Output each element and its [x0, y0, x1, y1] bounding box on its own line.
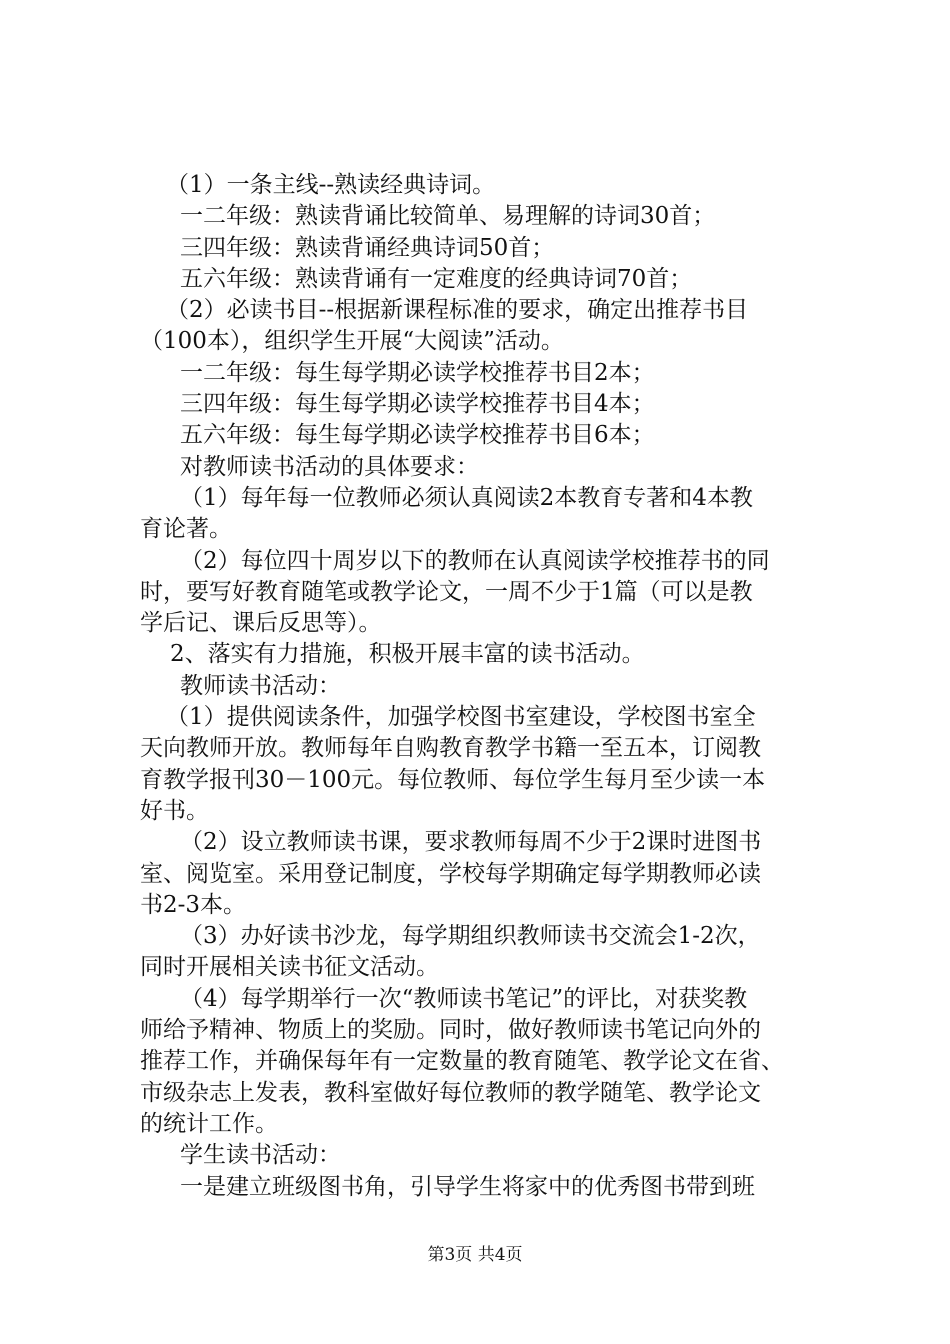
paragraph-line: 学后记、课后反思等）。 — [140, 610, 382, 637]
paragraph-line: 育论著。 — [140, 516, 232, 543]
paragraph-line: 一二年级：每生每学期必读学校推荐书目2本； — [180, 359, 655, 386]
paragraph-line: 三四年级：每生每学期必读学校推荐书目4本； — [180, 391, 655, 418]
paragraph-line: （1）提供阅读条件，加强学校图书室建设，学校图书室全 — [166, 704, 756, 731]
paragraph-line: 育教学报刊30－100元。每位教师、每位学生每月至少读一本 — [140, 766, 766, 793]
paragraph-line: 书2-3本。 — [140, 891, 247, 918]
page-footer: 第3页 共4页 — [427, 1245, 523, 1265]
paragraph-line: 五六年级：每生每学期必读学校推荐书目6本； — [180, 422, 655, 449]
paragraph-line: 一是建立班级图书角，引导学生将家中的优秀图书带到班 — [180, 1173, 755, 1200]
paragraph-line: （4）每学期举行一次“教师读书笔记”的评比，对获奖教 — [180, 985, 748, 1012]
paragraph-line: 市级杂志上发表，教科室做好每位教师的教学随笔、教学论文 — [140, 1079, 761, 1106]
paragraph-line: （2）必读书目--根据新课程标准的要求，确定出推荐书目 — [166, 297, 749, 324]
paragraph-line: （1）一条主线--熟读经典诗词。 — [166, 172, 496, 198]
document-body — [140, 170, 840, 1203]
paragraph-line: 室、阅览室。采用登记制度，学校每学期确定每学期教师必读 — [140, 860, 761, 887]
paragraph-line: 时，要写好教育随笔或教学论文，一周不少于1篇（可以是教 — [140, 578, 753, 605]
paragraph-line: 好书。 — [140, 797, 209, 824]
paragraph-line: （3）办好读书沙龙，每学期组织教师读书交流会1-2次， — [180, 923, 761, 950]
subsection-heading: 教师读书活动： — [180, 672, 341, 699]
paragraph-line: 一二年级：熟读背诵比较简单、易理解的诗词30首； — [180, 203, 716, 230]
paragraph-line: 师给予精神、物质上的奖励。同时，做好教师读书笔记向外的 — [140, 1017, 761, 1044]
paragraph-line: 五六年级：熟读背诵有一定难度的经典诗词70首； — [180, 265, 693, 292]
paragraph-line: 三四年级：熟读背诵经典诗词50首； — [180, 234, 555, 261]
paragraph-line: 推荐工作，并确保每年有一定数量的教育随笔、教学论文在省、 — [140, 1048, 784, 1075]
subsection-heading: 学生读书活动： — [180, 1142, 341, 1169]
paragraph-line: （100本），组织学生开展“大阅读”活动。 — [140, 328, 564, 355]
paragraph-line: （2）设立教师读书课，要求教师每周不少于2课时进图书 — [180, 829, 762, 856]
paragraph-line: 的统计工作。 — [140, 1110, 278, 1137]
paragraph-line: （2）每位四十周岁以下的教师在认真阅读学校推荐书的同 — [180, 547, 770, 574]
paragraph-line: 同时开展相关读书征文活动。 — [140, 954, 439, 981]
paragraph-line: 对教师读书活动的具体要求： — [180, 453, 479, 480]
section-heading: 2、落实有力措施，积极开展丰富的读书活动。 — [170, 641, 645, 668]
paragraph-line: （1）每年每一位教师必须认真阅读2本教育专著和4本教 — [180, 484, 753, 511]
paragraph-line: 天向教师开放。教师每年自购教育教学书籍一至五本，订阅教 — [140, 735, 761, 762]
